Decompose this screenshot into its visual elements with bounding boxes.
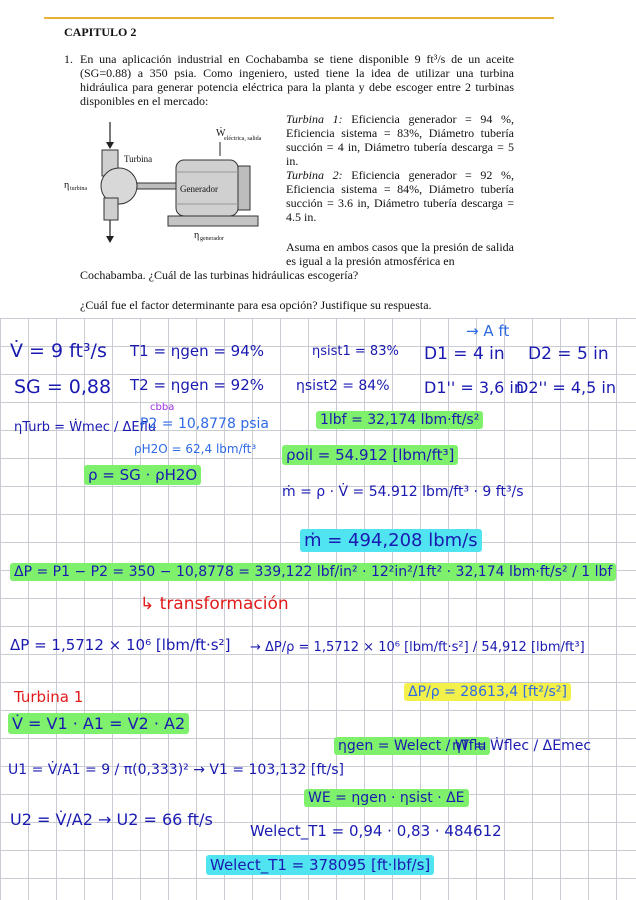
note-lbf bbox=[316, 412, 483, 428]
mdot-highlight: ṁ = 494,208 lbm/s bbox=[300, 529, 482, 552]
note-turbina1: Turbina 1 bbox=[14, 688, 84, 706]
we-highlight: WE = ηgen · ηsist · ΔE bbox=[304, 789, 469, 807]
note-nt: ηT = Ẇflec / ΔEmec bbox=[452, 738, 592, 754]
note-p2: P2 = 10,8778 psia bbox=[140, 416, 269, 432]
note-d1: D1 = 4 in bbox=[424, 344, 505, 364]
turbine2-text: Eficiencia generador = 92 %, Eficiencia sistema = 84%, Diámetro tubería succión = 3.6 in, Diámetro tubería descarga = 4.5 in. bbox=[286, 168, 515, 224]
note-cbba: cbba bbox=[150, 402, 175, 413]
dp-expr-highlight: ΔP = P1 − P2 = 350 − 10,8778 = 339,122 lbf/in² · 12²in²/1ft² · 32,174 lbm·ft/s² / 1 lbf bbox=[10, 563, 616, 581]
ngen-highlight: ηgen = Welect / Wflu bbox=[334, 737, 490, 755]
note-d1b: D1'' = 3,6 in bbox=[424, 378, 524, 397]
note-transform: ↳ transformación bbox=[140, 594, 289, 614]
eta-gen-sub: generador bbox=[200, 236, 224, 242]
assume-text: Asuma en ambos casos que la presión de salida es igual a la presión atmosférica en bbox=[286, 240, 514, 268]
question-2: ¿Cuál fue el factor determinante para esa opción? Justifique su respuesta. bbox=[80, 298, 432, 312]
note-welect bbox=[206, 856, 434, 874]
note-u1: U1 = V̇/A1 = 9 / π(0,333)² → V1 = 103,132 [ft/s] bbox=[8, 762, 344, 778]
note-we bbox=[304, 790, 469, 806]
turbine-specs bbox=[286, 112, 514, 224]
problem-statement: En una aplicación industrial en Cochabamba se tiene disponible 9 ft³/s de un aceite (SG=0.88) a 350 psia. Como ingeniero, usted tiene la idea de utilizar una turbina hidráulica para generar potencia eléctrica para la planta y debe escoger entre 2 turbinas disponibles en el mercado: bbox=[80, 52, 514, 108]
turbine2-spec bbox=[286, 168, 514, 224]
turbine1-text: Eficiencia generador = 94 %, Eficiencia sistema = 83%, Diámetro tubería succión = 4 in, Diámetro tubería descarga = 5 in. bbox=[286, 112, 515, 168]
w-label: Ẇ bbox=[216, 128, 226, 139]
problem-number: 1. bbox=[64, 52, 73, 66]
note-u2: U2 = V̇/A2 → U2 = 66 ft/s bbox=[10, 810, 213, 829]
note-t2: T2 = ηgen = 92% bbox=[130, 376, 265, 394]
note-dp-rho-result bbox=[404, 684, 571, 700]
continuity-highlight: V̇ = V1 · A1 = V2 · A2 bbox=[8, 713, 189, 734]
welect-highlight: Welect_T1 = 378095 [ft·lbf/s] bbox=[206, 855, 434, 875]
note-rho-oil bbox=[282, 446, 458, 464]
note-arrow-a-ft: → A ft bbox=[466, 322, 510, 340]
turbine2-label: Turbina 2: bbox=[286, 168, 343, 182]
note-welect-expr: Welect_T1 = 0,94 · 0,83 · 484612 bbox=[250, 822, 502, 840]
eta-gen-label: η bbox=[194, 230, 200, 241]
eta-turb-label: η bbox=[64, 180, 70, 191]
lbf-highlight: 1lbf = 32,174 lbm·ft/s² bbox=[316, 411, 483, 429]
printed-problem bbox=[0, 0, 636, 318]
rho-oil-highlight: ρoil = 54.912 [lbm/ft³] bbox=[282, 445, 458, 465]
generator-label: Generador bbox=[180, 184, 218, 194]
turbine1-label: Turbina 1: bbox=[286, 112, 343, 126]
question-1: Cochabamba. ¿Cuál de las turbinas hidráulicas escogería? bbox=[80, 268, 359, 282]
note-sg: SG = 0,88 bbox=[14, 376, 112, 398]
rho-eq-highlight: ρ = SG · ρH2O bbox=[84, 465, 201, 485]
header-rule bbox=[44, 17, 554, 19]
note-mdot bbox=[300, 530, 482, 551]
chapter-title: CAPITULO 2 bbox=[64, 25, 137, 39]
dp-rho-result-highlight: ΔP/ρ = 28613,4 [ft²/s²] bbox=[404, 683, 571, 701]
note-d2: D2 = 5 in bbox=[528, 344, 609, 364]
note-eta-turb: ηTurb = Ẇmec / ΔEflu bbox=[14, 420, 157, 435]
w-sub-label: eléctrica, salida bbox=[224, 136, 262, 142]
note-mdot-expr: ṁ = ρ · V̇ = 54.912 lbm/ft³ · 9 ft³/s bbox=[282, 484, 524, 500]
note-dp-expr bbox=[10, 564, 616, 580]
note-flow: V̇ = 9 ft³/s bbox=[10, 340, 107, 362]
note-nsist1: ηsist1 = 83% bbox=[312, 344, 399, 359]
turbine-generator-figure bbox=[64, 122, 274, 246]
note-continuity bbox=[8, 714, 189, 733]
note-nsist2: ηsist2 = 84% bbox=[296, 378, 390, 394]
turbine1-spec bbox=[286, 112, 514, 168]
note-d2b: D2'' = 4,5 in bbox=[516, 378, 616, 397]
note-rho-h2o: ρH2O = 62,4 lbm/ft³ bbox=[134, 442, 257, 456]
note-dp-rho: → ΔP/ρ = 1,5712 × 10⁶ [lbm/ft·s²] / 54,912 [lbm/ft³] bbox=[250, 640, 585, 655]
eta-turb-sub: turbina bbox=[70, 186, 87, 192]
note-rho-eq bbox=[84, 466, 201, 484]
note-dp-val: ΔP = 1,5712 × 10⁶ [lbm/ft·s²] bbox=[10, 636, 231, 654]
note-t1: T1 = ηgen = 94% bbox=[130, 342, 265, 360]
turbine-label: Turbina bbox=[124, 154, 153, 164]
